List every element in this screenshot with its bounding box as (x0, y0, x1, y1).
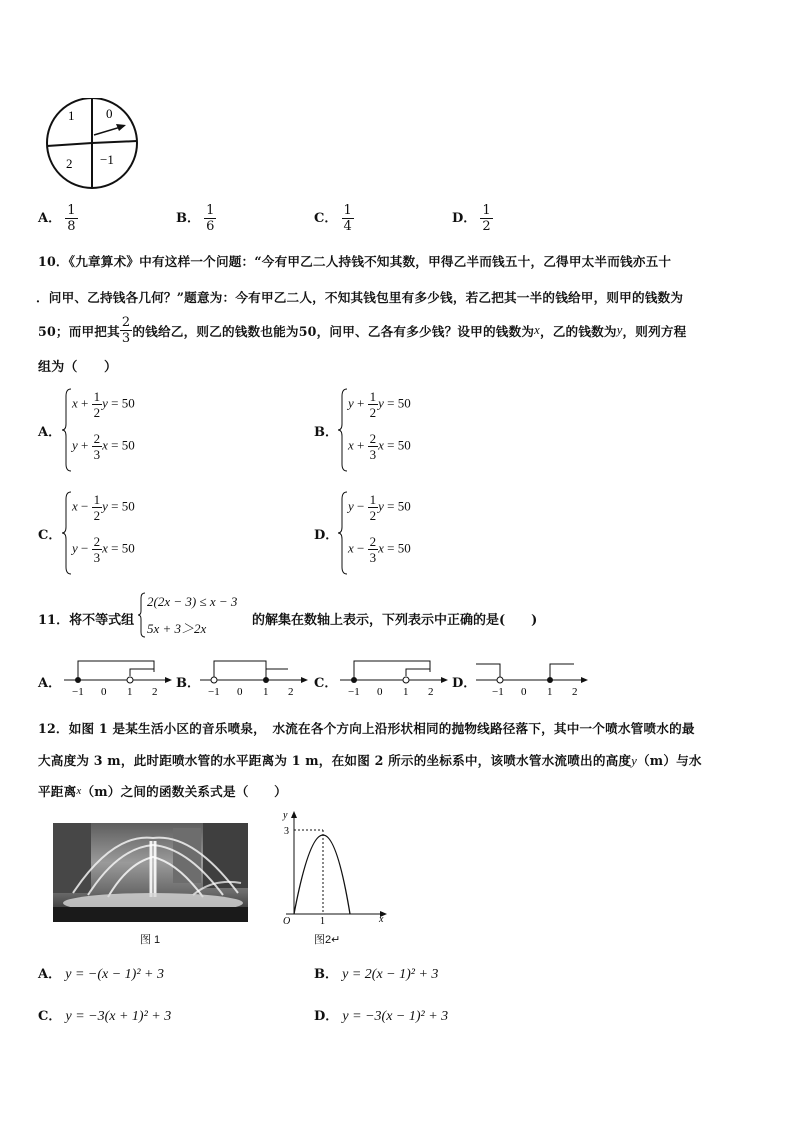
q10-line-3-part-c: ，乙的钱数为 (539, 324, 617, 339)
q12-line-1: 12．如图 1 是某生活小区的音乐喷泉， 水流在各个方向上沿形状相同的抛物线路径落下，其中一个喷水管喷水的最 (38, 721, 695, 736)
function-expression: y = −3(x + 1)² + 3 (65, 1009, 172, 1024)
option-label: A． (38, 967, 62, 982)
fountain-photo (53, 823, 248, 922)
option-label: C． (38, 528, 62, 543)
fraction-denominator: 6 (206, 219, 215, 234)
svg-text:1: 1 (403, 686, 409, 698)
fraction-numerator: 1 (67, 203, 76, 218)
q11-prefix: 11．将不等式组 (38, 613, 135, 628)
q11-option-b[interactable] (176, 672, 200, 691)
arrow-head-icon (441, 677, 448, 683)
left-brace-icon (338, 491, 348, 575)
q12-line-3-part-a: 平距离 (38, 784, 77, 799)
parabola-graph (278, 808, 390, 932)
equation-1: x − $\frac{1}{2}$ y = 50 (72, 492, 135, 523)
svg-text:2: 2 (288, 686, 294, 698)
option-label: B． (176, 676, 200, 691)
left-brace-icon (62, 388, 72, 472)
y-axis-label: y (283, 810, 288, 821)
q12-line-2-part-b: （m）与水 (637, 753, 702, 768)
left-brace-icon (338, 388, 348, 472)
spinner-divider-right (92, 141, 137, 143)
number-line-d (474, 656, 590, 700)
q10-option-c[interactable] (38, 491, 188, 575)
spinner-label-2: 2 (66, 156, 73, 171)
q12-line-2-part-a: 大高度为 3 m，此时距喷水管的水平距离为 1 m，在如图 2 所示的坐标系中，该喷水管水流喷出的高度 (38, 753, 632, 768)
svg-text:2: 2 (572, 686, 578, 698)
spinner-label-1: 1 (68, 108, 75, 123)
fraction-denominator: 4 (343, 219, 352, 234)
fraction-numerator: 1 (343, 203, 352, 218)
y-tick-label: 3 (284, 826, 289, 837)
q12-line-3 (38, 781, 287, 800)
option-label: B． (176, 211, 200, 226)
left-brace-icon (138, 592, 146, 638)
option-label: B． (314, 425, 338, 440)
option-label: D． (314, 528, 339, 543)
svg-text:−1: −1 (208, 686, 220, 698)
option-label: A． (38, 676, 62, 691)
equation-1: y + $\frac{1}{2}$ y = 50 (348, 389, 411, 420)
origin-label: O (283, 916, 291, 927)
fraction-denominator: 8 (67, 219, 76, 234)
arrow-head-icon (301, 677, 308, 683)
var-x: x (76, 785, 82, 797)
q11-option-d[interactable] (452, 672, 476, 691)
q12-option-a[interactable] (38, 963, 164, 983)
q9-option-b[interactable] (176, 204, 216, 233)
q11-option-a[interactable] (38, 672, 61, 691)
svg-text:1: 1 (263, 686, 269, 698)
left-brace-icon (62, 491, 72, 575)
option-label: A． (38, 425, 62, 440)
q9-option-a[interactable] (38, 204, 78, 233)
fraction-numerator: 1 (206, 203, 215, 218)
q12-line-2 (38, 750, 702, 769)
svg-text:−1: −1 (492, 686, 504, 698)
fraction-numerator: 1 (482, 203, 491, 218)
figure-2-caption: 图2↵ (314, 934, 341, 946)
q10-option-b[interactable] (314, 388, 464, 472)
option-label: D． (452, 211, 477, 226)
arrow-head-icon (581, 677, 588, 683)
q10-option-a[interactable] (38, 388, 188, 472)
figure-1-caption: 图 1 (140, 934, 161, 946)
svg-text:−1: −1 (348, 686, 360, 698)
equation-2: x − $\frac{2}{3}$ x = 50 (348, 534, 411, 565)
fraction-denominator: 2 (482, 219, 491, 234)
var-y: y (631, 754, 637, 768)
q11-inequality-system (138, 592, 250, 638)
equation-1: y − $\frac{1}{2}$ y = 50 (348, 492, 411, 523)
arrow-head-icon (165, 677, 172, 683)
function-expression: y = −3(x − 1)² + 3 (342, 1009, 449, 1024)
q9-option-d[interactable] (452, 204, 493, 233)
q12-option-b[interactable] (314, 963, 438, 983)
option-label: B． (314, 967, 338, 982)
number-line-b (198, 656, 310, 700)
option-label: C． (38, 1009, 62, 1024)
svg-text:2: 2 (428, 686, 434, 698)
arrow-head-icon (116, 124, 126, 131)
spinner-divider-left (47, 143, 92, 146)
equation-2: y − $\frac{2}{3}$ x = 50 (72, 534, 135, 565)
svg-text:1: 1 (127, 686, 133, 698)
svg-text:−1: −1 (72, 686, 84, 698)
q10-line-2: ．问甲、乙持钱各几何？”题意为：今有甲乙二人，不知其钱包里有多少钱，若乙把其一半的钱给甲，则甲的钱数为 (36, 290, 684, 305)
option-label: D． (314, 1009, 339, 1024)
svg-text:0: 0 (101, 686, 107, 698)
q12-option-c[interactable] (38, 1005, 171, 1025)
q10-line-3-part-d: ，则列方程 (622, 324, 687, 339)
option-label: A． (38, 211, 62, 226)
q10-option-d[interactable] (314, 491, 464, 575)
var-y: y (616, 323, 623, 337)
parabola-curve (294, 835, 350, 914)
number-line-a (62, 656, 174, 700)
equation-2: x + $\frac{2}{3}$ x = 50 (348, 431, 411, 462)
svg-text:0: 0 (377, 686, 383, 698)
inequality-2: 5x + 3＞2x (147, 621, 207, 636)
q10-line-1: 10．《九章算术》中有这样一个问题：“今有甲乙二人持钱不知其数，甲得乙半而钱五十，乙得甲太半而钱亦五十 (38, 254, 672, 269)
svg-text:2: 2 (152, 686, 158, 698)
arrow-head-icon (291, 811, 297, 818)
var-x: x (534, 323, 540, 337)
q12-line-3-part-b: （m）之间的函数关系式是（ ） (81, 784, 287, 799)
svg-text:1: 1 (547, 686, 553, 698)
spinner-figure (44, 98, 142, 190)
q9-option-c[interactable] (314, 204, 354, 233)
x-tick-label: 1 (320, 916, 325, 927)
q11-suffix: 的解集在数轴上表示，下列表示中正确的是( ) (252, 613, 538, 628)
x-axis-label: x (379, 914, 384, 925)
spinner-label-neg1: −1 (100, 152, 114, 167)
function-expression: y = 2(x − 1)² + 3 (342, 967, 439, 982)
number-line-c (338, 656, 450, 700)
q12-option-d[interactable] (314, 1005, 448, 1025)
q10-line-3-part-b: 的钱给乙，则乙的钱数也能为50，问甲、乙各有多少钱？设甲的钱数为 (132, 324, 535, 339)
q10-line-3 (38, 316, 686, 345)
function-expression: y = −(x − 1)² + 3 (65, 967, 164, 982)
option-label: D． (452, 676, 477, 691)
inequality-1: 2(2x − 3) ≤ x − 3 (147, 594, 238, 609)
option-label: C． (314, 676, 338, 691)
q10-line-3-part-a: 50；而甲把其 (38, 324, 120, 339)
svg-text:0: 0 (237, 686, 243, 698)
spinner-label-0: 0 (106, 106, 113, 121)
fraction-numerator: 2 (121, 315, 131, 330)
equation-1: x + $\frac{1}{2}$ y = 50 (72, 389, 135, 420)
svg-text:0: 0 (521, 686, 527, 698)
q11-option-c[interactable] (314, 672, 337, 691)
fraction-denominator: 3 (121, 331, 131, 346)
equation-2: y + $\frac{2}{3}$ x = 50 (72, 431, 135, 462)
q10-line-4: 组为（ ） (38, 360, 118, 375)
option-label: C． (314, 211, 338, 226)
